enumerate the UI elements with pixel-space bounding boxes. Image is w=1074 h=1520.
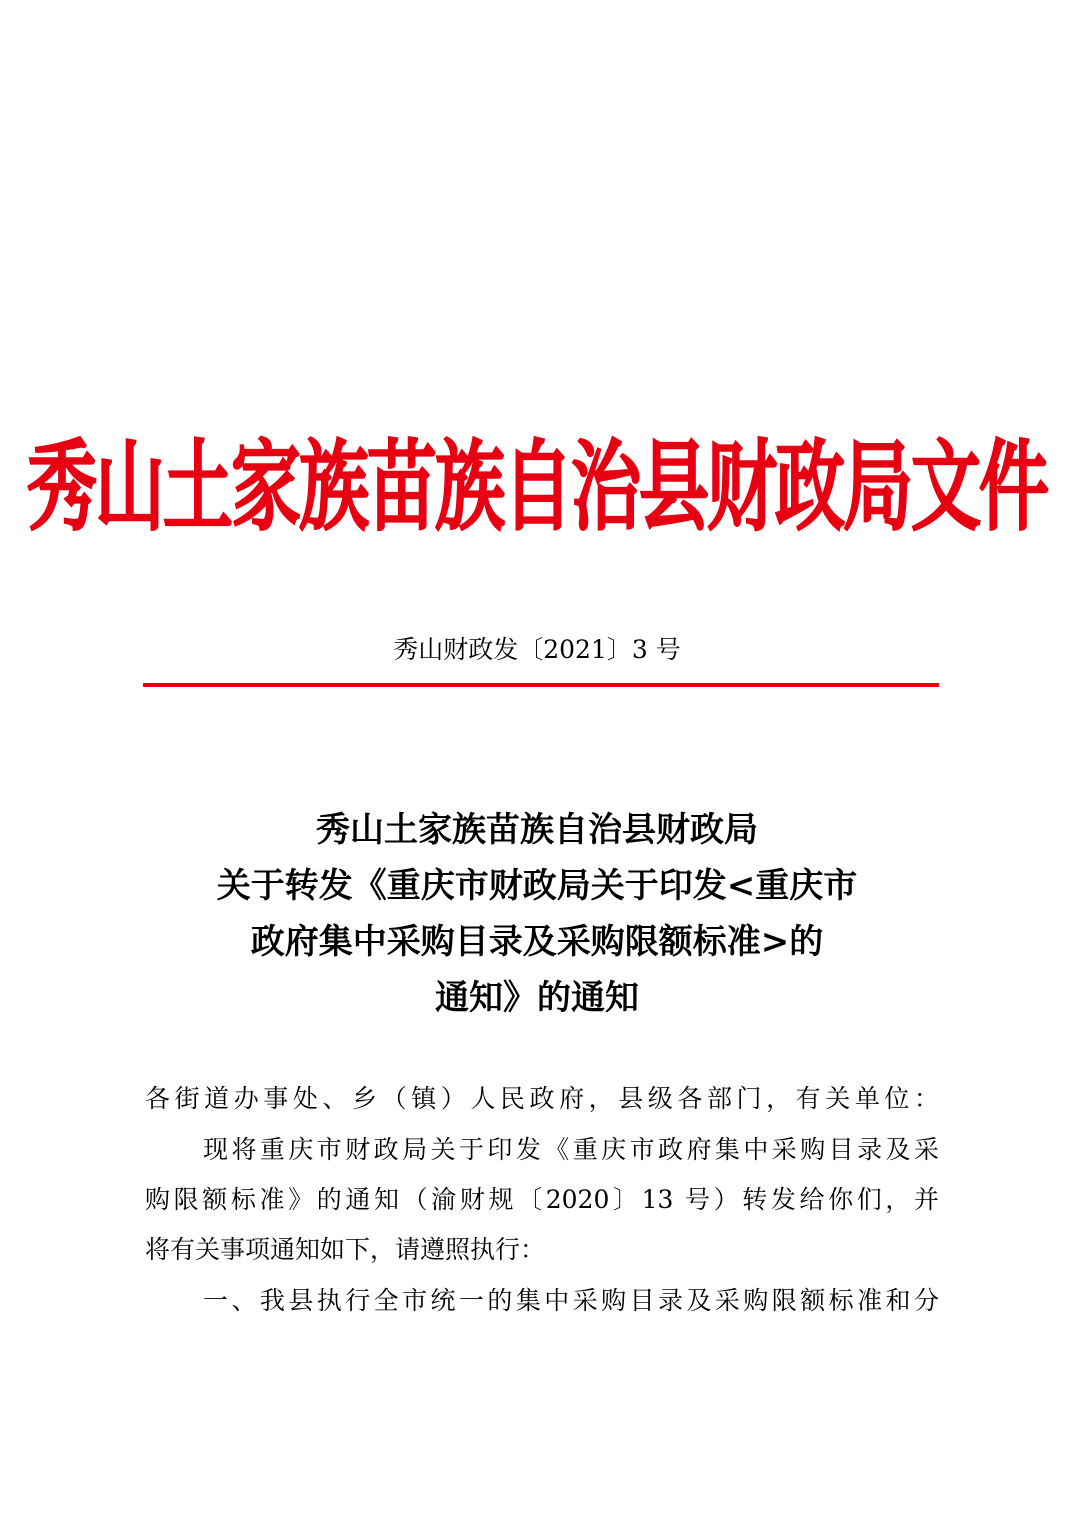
paragraph-1-line-3: 将有关事项通知如下，请遵照执行： [145, 1235, 546, 1264]
paragraph-2-line-1: 一、我县执行全市统一的集中采购目录及采购限额标准和分 [203, 1286, 939, 1315]
title-line: 政府集中采购目录及采购限额标准>的 [250, 922, 824, 962]
title-line: 通知》的通知 [435, 978, 639, 1018]
title-line: 关于转发《重庆市财政局关于印发<重庆市 [216, 866, 858, 906]
document-issuer-header: 秀山土家族苗族自治县财政局文件 [27, 429, 1047, 545]
document-title [100, 802, 974, 1026]
addressee-line: 各街道办事处、乡（镇）人民政府，县级各部门，有关单位： [145, 1084, 939, 1113]
document-number: 秀山财政发〔2021〕3 号 [393, 635, 681, 664]
paragraph-1-line-1: 现将重庆市财政局关于印发《重庆市政府集中采购目录及采 [203, 1135, 939, 1164]
paragraph-1-line-2: 购限额标准》的通知（渝财规〔2020〕13 号）转发给你们，并 [145, 1185, 939, 1214]
red-divider-line [143, 683, 939, 687]
title-line: 秀山土家族苗族自治县财政局 [316, 810, 758, 850]
